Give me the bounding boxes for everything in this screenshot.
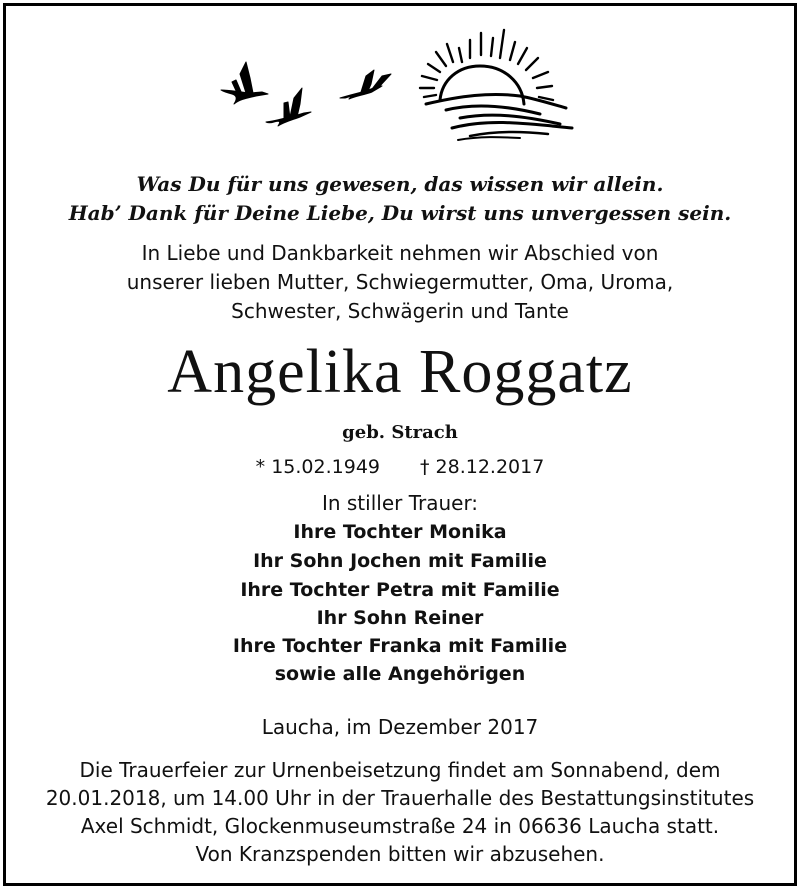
funeral-notice-line-4: Von Kranzspenden bitten wir abzusehen.	[195, 842, 605, 866]
funeral-notice-line-3: Axel Schmidt, Glockenmuseumstraße 24 in 06636 Laucha statt.	[80, 814, 720, 838]
place-date: Laucha, im Dezember 2017	[261, 715, 539, 739]
funeral-notice-line-1: Die Trauerfeier zur Urnenbeisetzung findet am Sonnabend, dem	[79, 758, 721, 782]
intro-line-1: In Liebe und Dankbarkeit nehmen wir Abschied von	[141, 241, 659, 265]
birth-name: geb. Strach	[342, 422, 458, 443]
mourner-1: Ihre Tochter Monika	[293, 521, 507, 543]
mourner-3: Ihre Tochter Petra mit Familie	[240, 579, 560, 601]
mourner-4: Ihr Sohn Reiner	[316, 607, 484, 629]
life-dates	[0, 456, 800, 478]
mourners-heading: In stiller Trauer:	[321, 491, 479, 515]
funeral-notice-line-2: 20.01.2018, um 14.00 Uhr in der Trauerhalle des Bestattungsinstitutes	[45, 786, 755, 810]
intro-line-2: unserer lieben Mutter, Schwiegermutter, Oma, Uroma,	[126, 270, 674, 294]
motto-line-1: Was Du für uns gewesen, das wissen wir allein.	[136, 172, 664, 196]
mourner-6: sowie alle Angehörigen	[274, 663, 526, 685]
intro-line-3: Schwester, Schwägerin und Tante	[231, 299, 569, 323]
rising-sun-over-hills-icon	[420, 30, 572, 140]
motto-line-2: Hab’ Dank für Deine Liebe, Du wirst uns unvergessen sein.	[68, 201, 732, 225]
flying-birds-icon	[221, 62, 391, 126]
header-illustration	[0, 0, 800, 160]
birth-date: * 15.02.1949	[255, 456, 380, 478]
mourner-2: Ihr Sohn Jochen mit Familie	[253, 550, 547, 572]
mourner-5: Ihre Tochter Franka mit Familie	[232, 635, 568, 657]
death-date: † 28.12.2017	[420, 456, 545, 478]
deceased-name: Angelika Roggatz	[167, 338, 633, 406]
